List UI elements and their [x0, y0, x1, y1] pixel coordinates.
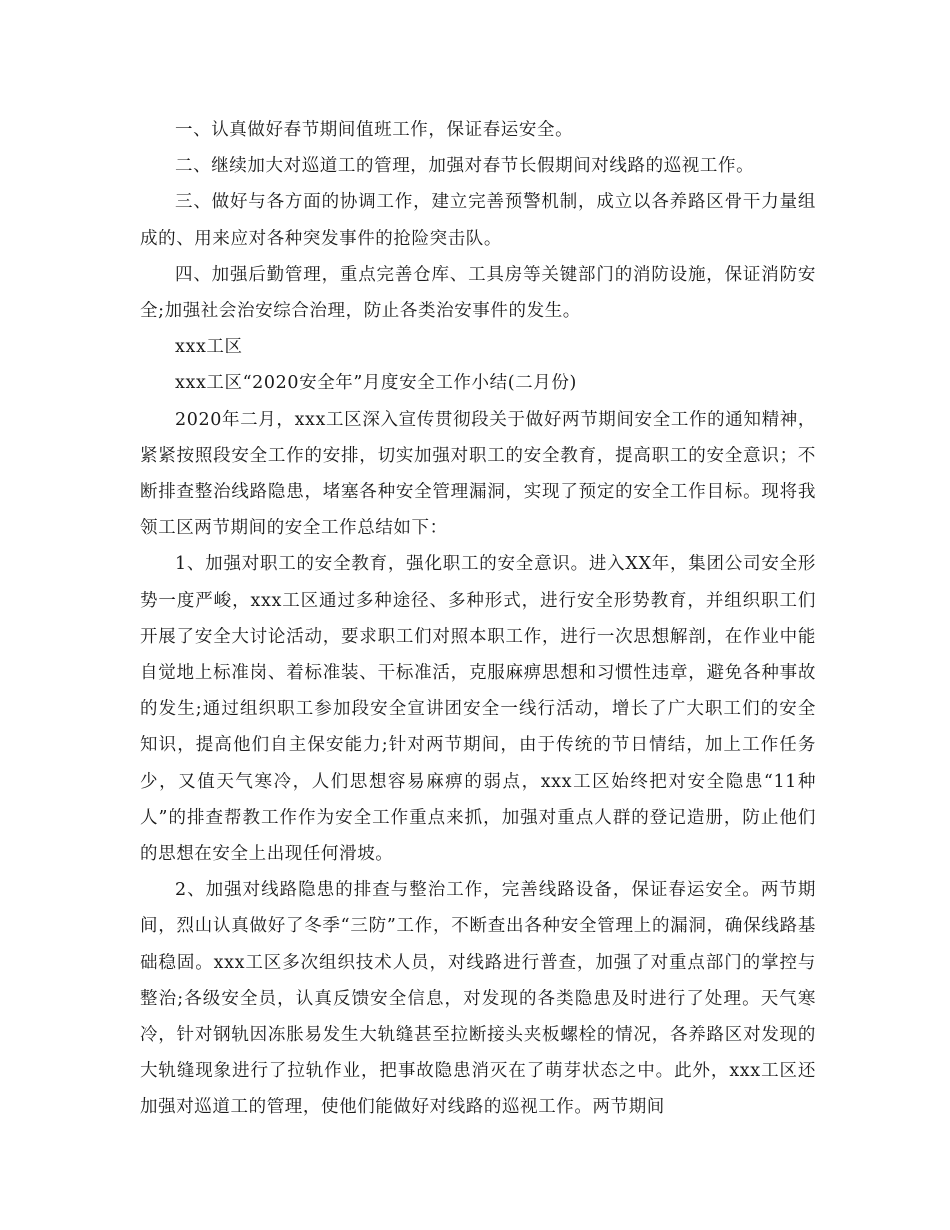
paragraph-item-1: 1、加强对职工的安全教育，强化职工的安全意识。进入XX年，集团公司安全形势一度严峻，xxx工区通过多种途径、多种形式，进行安全形势教育，并组织职工们开展了安全大讨论活动，要求职工们对照本职工作，进行一次思想解剖，在作业中能自觉地上标准岗、着标准装、干标准活，克服麻痹思想和习惯性违章，避免各种事故的发生;通过组织职工参加段安全宣讲团安全一线行活动，增长了广大职工们的安全知识，提高他们自主保安能力;针对两节期间，由于传统的节日情结，加上工作任务少，又值天气寒冷，人们思想容易麻痹的弱点，xxx工区始终把对安全隐患“11种人”的排查帮教工作作为安全工作重点来抓，加强对重点人群的登记造册，防止他们的思想在安全上出现任何滑坡。	[140, 554, 816, 865]
paragraph-1: 一、认真做好春节期间值班工作，保证春运安全。	[175, 120, 574, 140]
intro-paragraph: 2020年二月，xxx工区深入宣传贯彻段关于做好两节期间安全工作的通知精神，紧紧按照段安全工作的安排，切实加强对职工的安全教育，提高职工的安全意识；不断排查整治线路隐患，堵塞各种安全管理漏洞，实现了预定的安全工作目标。现将我领工区两节期间的安全工作总结如下：	[140, 409, 816, 539]
paragraph-item-2: 2、加强对线路隐患的排查与整治工作，完善线路设备，保证春运安全。两节期间，烈山认真做好了冬季“三防”工作，不断查出各种安全管理上的漏洞，确保线路基础稳固。xxx工区多次组织技术人员，对线路进行普查，加强了对重点部门的掌控与整治;各级安全员，认真反馈安全信息，对发现的各类隐患及时进行了处理。天气寒冷，针对钢轨因冻胀易发生大轨缝甚至拉断接头夹板螺栓的情况，各养路区对发现的大轨缝现象进行了拉轨作业，把事故隐患消灭在了萌芽状态之中。此外，xxx工区还加强对巡道工的管理，使他们能做好对线路的巡视工作。两节期间	[140, 880, 816, 1118]
section-title: xxx工区“2020安全年”月度安全工作小结(二月份)	[175, 373, 577, 394]
paragraph-3: 三、做好与各方面的协调工作，建立完善预警机制，成立以各养路区骨干力量组成的、用来应对各种突发事件的抢险突击队。	[140, 192, 816, 249]
section-label: xxx工区	[175, 337, 243, 358]
paragraph-4: 四、加强后勤管理，重点完善仓库、工具房等关键部门的消防设施，保证消防安全;加强社会治安综合治理，防止各类治安事件的发生。	[140, 264, 816, 322]
paragraph-2: 二、继续加大对巡道工的管理，加强对春节长假期间对线路的巡视工作。	[175, 156, 755, 177]
document-body	[140, 112, 816, 1126]
